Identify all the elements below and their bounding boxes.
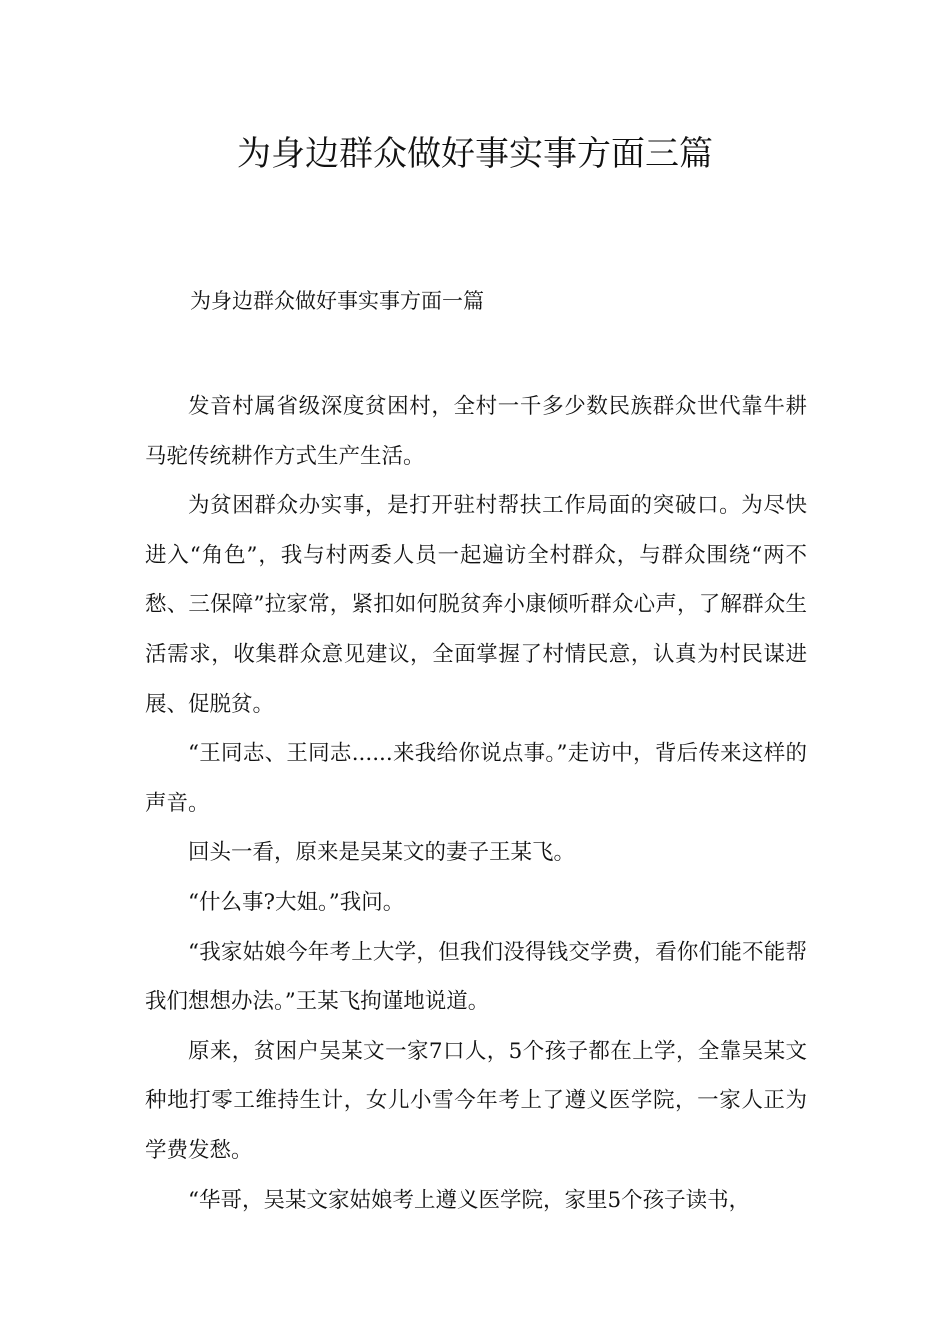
document-body <box>145 382 807 1225</box>
paragraph: 原来，贫困户吴某文一家7口人，5个孩子都在上学，全靠吴某文种地打零工维持生计，女儿小雪今年考上了遵义医学院，一家人正为学费发愁。 <box>145 1038 807 1163</box>
paragraph: “王同志、王同志......来我给你说点事。”走访中，背后传来这样的声音。 <box>145 741 807 816</box>
paragraph: “华哥，吴某文家姑娘考上遵义医学院，家里5个孩子读书， <box>188 1187 751 1213</box>
section-subtitle: 为身边群众做好事实事方面一篇 <box>190 289 484 313</box>
paragraph: “我家姑娘今年考上大学，但我们没得钱交学费，看你们能不能帮我们想想办法。”王某飞拘谨地说道。 <box>145 939 807 1015</box>
paragraph: 为贫困群众办实事，是打开驻村帮扶工作局面的突破口。为尽快进入“角色”，我与村两委人员一起遍访全村群众，与群众围绕“两不愁、三保障”拉家常，紧扣如何脱贫奔小康倾听群众心声，了解群众生活需求，收集群众意见建议，全面掌握了村情民意，认真为村民谋进展、促脱贫。 <box>145 493 807 717</box>
document-title: 为身边群众做好事实事方面三篇 <box>237 134 713 174</box>
paragraph: 回头一看，原来是吴某文的妻子王某飞。 <box>188 840 576 866</box>
paragraph: “什么事?大姐。”我问。 <box>188 889 405 915</box>
paragraph: 发音村属省级深度贫困村，全村一千多少数民族群众世代靠牛耕马驼传统耕作方式生产生活。 <box>145 394 807 469</box>
